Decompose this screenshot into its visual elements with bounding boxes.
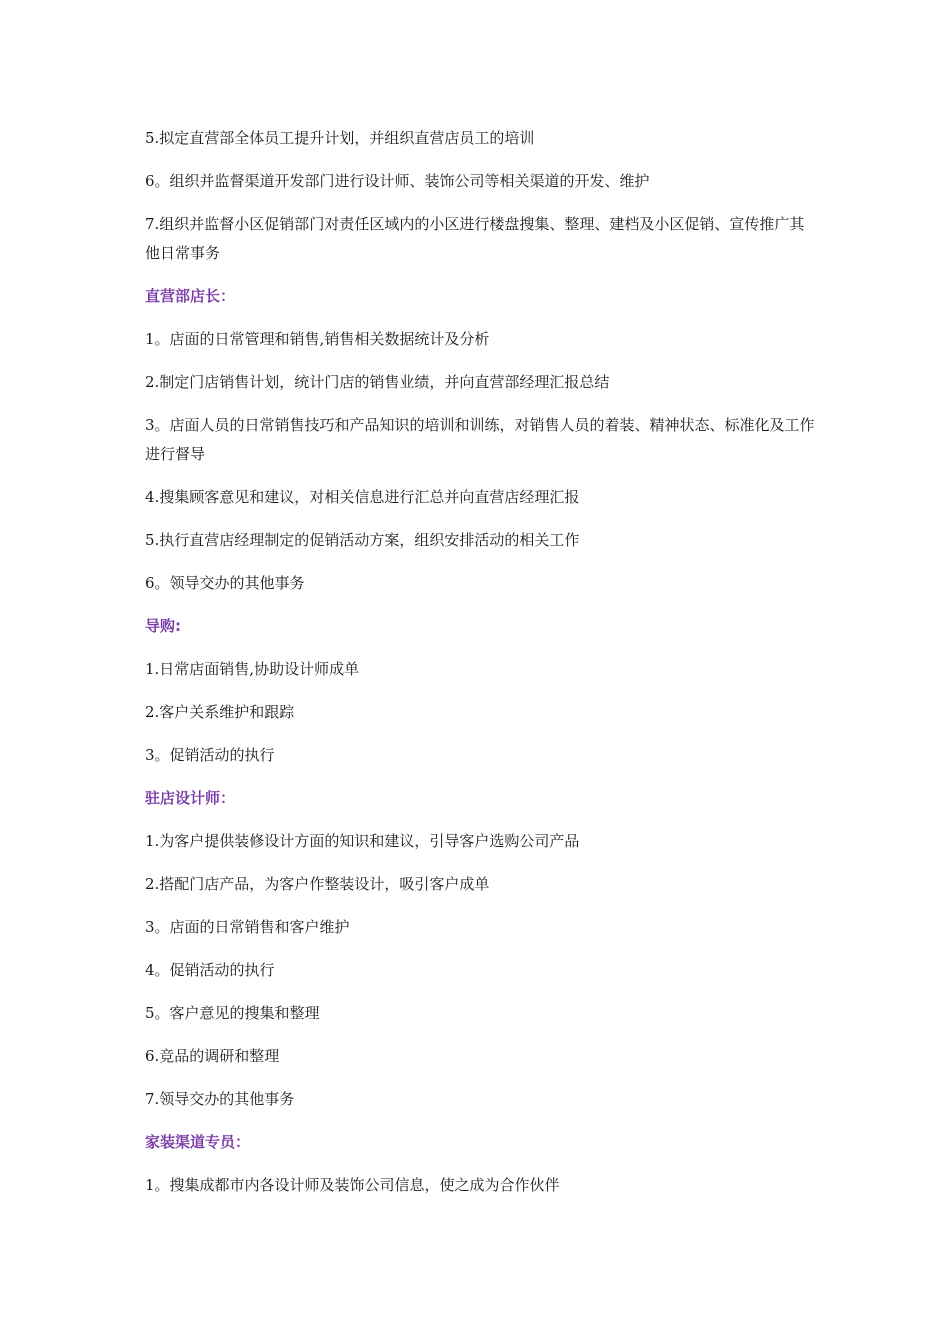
list-item: 7.组织并监督小区促销部门对责任区域内的小区进行楼盘搜集、整理、建档及小区促销、宣传推广其他日常事务	[145, 215, 805, 262]
section-channel-specialist	[145, 1128, 815, 1200]
section-store-designer	[145, 784, 815, 1114]
list-item: 1.日常店面销售,协助设计师成单	[145, 660, 360, 678]
list-item: 4.搜集顾客意见和建议，对相关信息进行汇总并向直营店经理汇报	[145, 488, 580, 506]
list-item: 6.竞品的调研和整理	[145, 1047, 280, 1065]
section-heading: 家装渠道专员：	[145, 1133, 251, 1151]
section-continuation	[145, 124, 815, 268]
section-sales-guide	[145, 612, 815, 770]
list-item: 7.领导交办的其他事务	[145, 1090, 295, 1108]
section-store-manager	[145, 282, 815, 598]
list-item: 4。促销活动的执行	[145, 961, 275, 979]
list-item: 2.制定门店销售计划，统计门店的销售业绩，并向直营部经理汇报总结	[145, 373, 610, 391]
list-item: 5.执行直营店经理制定的促销活动方案，组织安排活动的相关工作	[145, 531, 580, 549]
section-heading: 驻店设计师：	[145, 789, 236, 807]
list-item: 5.拟定直营部全体员工提升计划，并组织直营店员工的培训	[145, 129, 535, 147]
list-item: 2.搭配门店产品，为客户作整装设计，吸引客户成单	[145, 875, 490, 893]
list-item: 6。领导交办的其他事务	[145, 574, 305, 592]
list-item: 3。店面的日常销售和客户维护	[145, 918, 350, 936]
list-item: 3。促销活动的执行	[145, 746, 275, 764]
list-item: 6。组织并监督渠道开发部门进行设计师、装饰公司等相关渠道的开发、维护	[145, 172, 650, 190]
document-body	[145, 124, 815, 1214]
list-item: 5。客户意见的搜集和整理	[145, 1004, 320, 1022]
list-item: 3。店面人员的日常销售技巧和产品知识的培训和训练，对销售人员的着装、精神状态、标准化及工作进行督导	[145, 416, 815, 463]
section-heading: 直营部店长：	[145, 287, 236, 305]
list-item: 2.客户关系维护和跟踪	[145, 703, 295, 721]
list-item: 1.为客户提供装修设计方面的知识和建议，引导客户选购公司产品	[145, 832, 580, 850]
section-heading: 导购:	[145, 617, 181, 635]
list-item: 1。搜集成都市内各设计师及装饰公司信息，使之成为合作伙伴	[145, 1176, 560, 1194]
list-item: 1。店面的日常管理和销售,销售相关数据统计及分析	[145, 330, 490, 348]
